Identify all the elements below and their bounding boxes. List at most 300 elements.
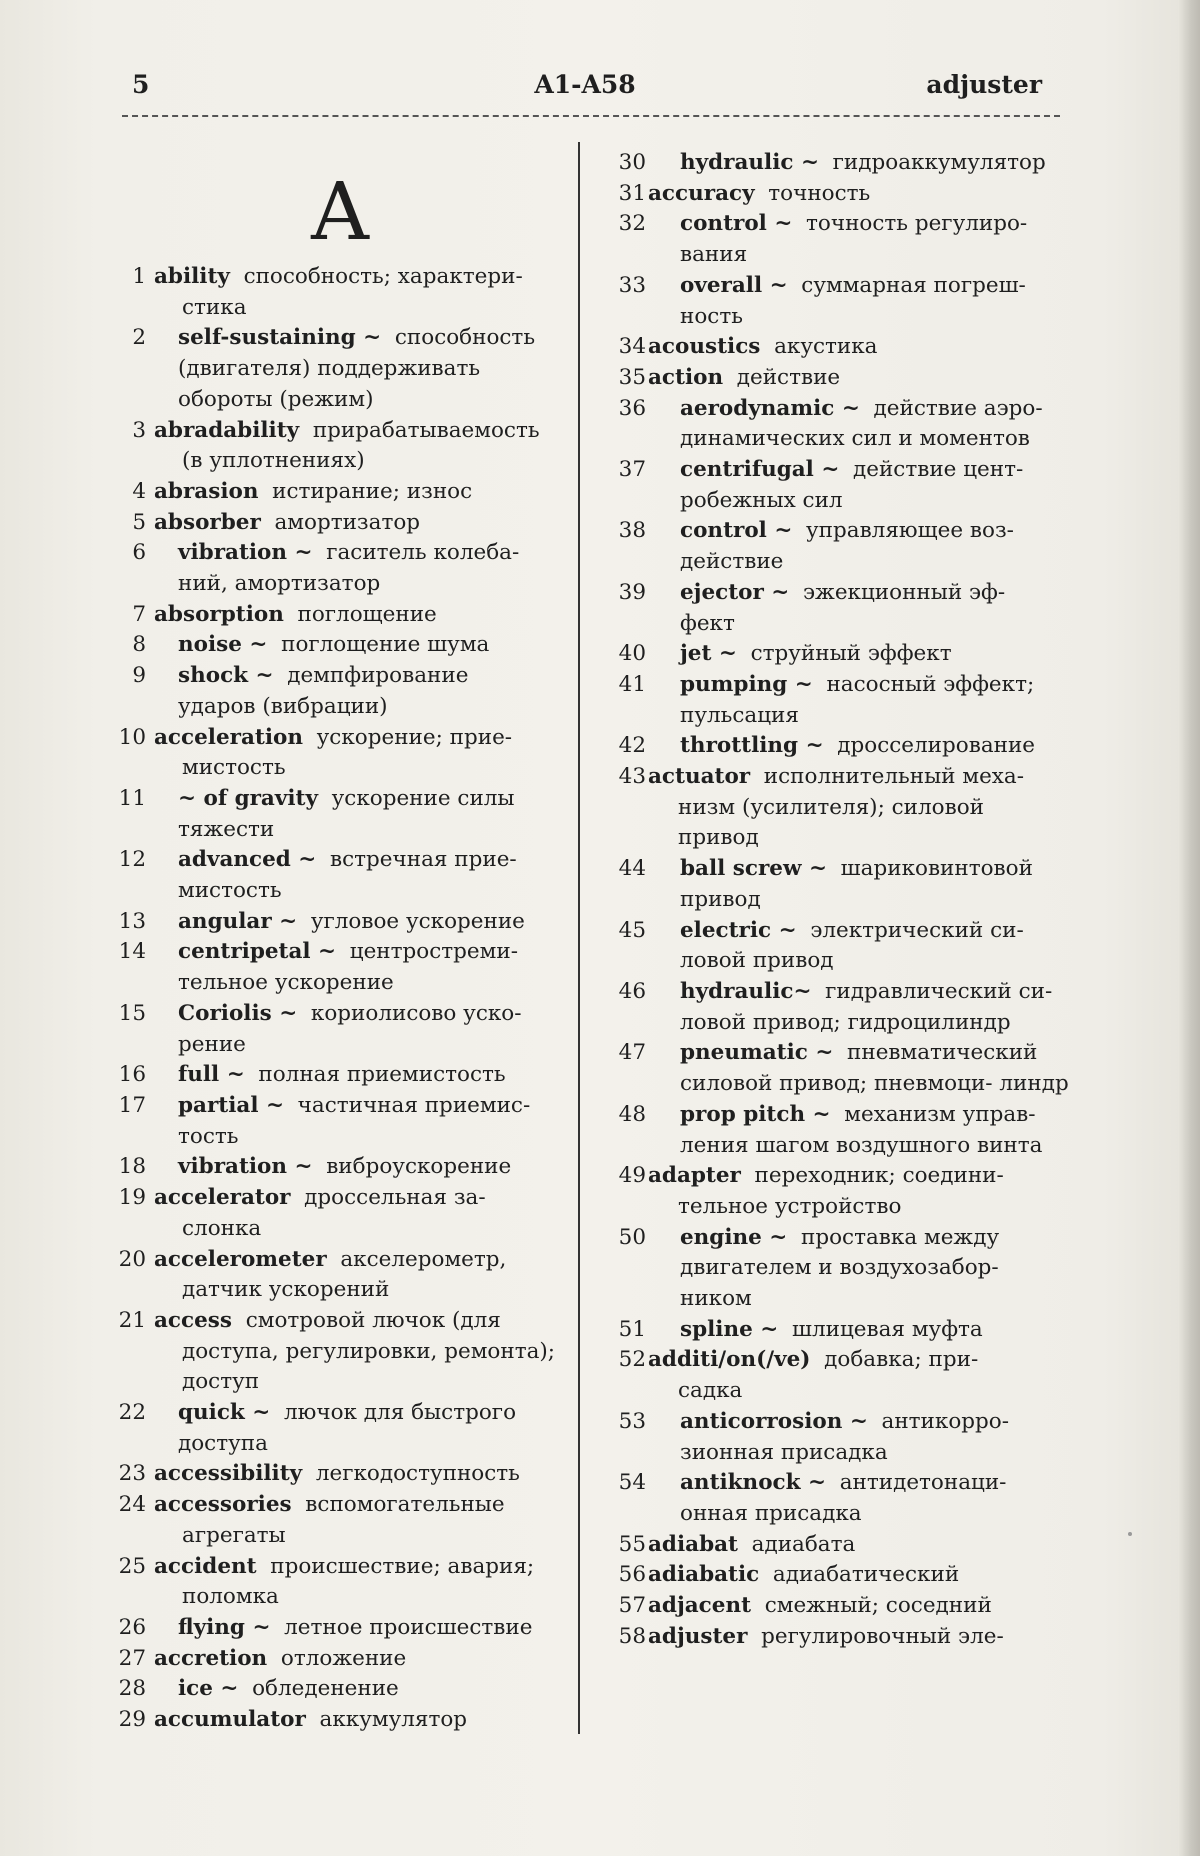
dictionary-entry bbox=[118, 1398, 562, 1459]
definition: способность; характери- bbox=[244, 264, 523, 289]
definition: электрический си- bbox=[810, 918, 1023, 943]
dictionary-entry bbox=[610, 916, 1070, 977]
definition: смотровой лючок (для bbox=[246, 1308, 501, 1333]
headword: accident bbox=[154, 1554, 257, 1579]
headword: spline ~ bbox=[680, 1317, 778, 1342]
entry-number: 44 bbox=[610, 854, 646, 885]
headword: engine ~ bbox=[680, 1225, 787, 1250]
definition-continuation: ления шагом воздушного винта bbox=[680, 1131, 1070, 1162]
entry-number: 30 bbox=[610, 148, 646, 179]
definition-continuation: тость bbox=[178, 1122, 562, 1153]
dictionary-entry bbox=[610, 1315, 1070, 1346]
entry-text bbox=[178, 1398, 562, 1459]
definition: дросселирование bbox=[837, 733, 1035, 758]
headword: ~ of gravity bbox=[178, 786, 318, 811]
dictionary-entry bbox=[118, 784, 562, 845]
headword: electric ~ bbox=[680, 918, 797, 943]
dictionary-entry bbox=[610, 1223, 1070, 1315]
definition: способность bbox=[395, 325, 535, 350]
entry-number: 41 bbox=[610, 670, 646, 701]
headword: flying ~ bbox=[178, 1615, 270, 1640]
entry-number: 39 bbox=[610, 578, 646, 609]
entry-number: 28 bbox=[118, 1674, 146, 1705]
definition-continuation: стика bbox=[154, 293, 562, 324]
dictionary-entry bbox=[118, 508, 562, 539]
scan-speck bbox=[1128, 1532, 1132, 1536]
definition: механизм управ- bbox=[844, 1102, 1035, 1127]
definition-continuation: поломка bbox=[154, 1582, 562, 1613]
dictionary-entry bbox=[610, 670, 1070, 731]
entry-text bbox=[680, 1315, 1070, 1346]
definition-continuation: датчик ускорений bbox=[154, 1275, 562, 1306]
headword: absorption bbox=[154, 602, 284, 627]
dictionary-entry bbox=[118, 1644, 562, 1675]
definition-continuation: мистость bbox=[154, 753, 562, 784]
definition: пневматический bbox=[847, 1040, 1037, 1065]
definition-continuation: привод bbox=[680, 885, 1070, 916]
headword: aerodynamic ~ bbox=[680, 396, 860, 421]
definition-continuation: садка bbox=[648, 1376, 1070, 1407]
headword: centripetal ~ bbox=[178, 939, 336, 964]
right-entries bbox=[610, 148, 1070, 1652]
definition: лючок для быстрого bbox=[284, 1400, 516, 1425]
definition: отложение bbox=[281, 1646, 406, 1671]
entry-text bbox=[178, 845, 562, 906]
headword: noise ~ bbox=[178, 632, 267, 657]
entry-text bbox=[680, 209, 1070, 270]
entry-text bbox=[648, 1560, 1070, 1591]
definition-continuation: мистость bbox=[178, 876, 562, 907]
definition: легкодоступность bbox=[316, 1461, 520, 1486]
entry-text bbox=[680, 1468, 1070, 1529]
entry-number: 31 bbox=[610, 179, 646, 210]
headword: hydraulic~ bbox=[680, 979, 812, 1004]
definition-continuation: ний, амортизатор bbox=[178, 569, 562, 600]
headword: quick ~ bbox=[178, 1400, 270, 1425]
definition: адиабата bbox=[752, 1532, 856, 1557]
definition: смежный; соседний bbox=[765, 1593, 992, 1618]
headword: accelerator bbox=[154, 1185, 291, 1210]
definition: шариковинтовой bbox=[841, 856, 1033, 881]
definition-continuation: тельное ускорение bbox=[178, 968, 562, 999]
entry-number: 56 bbox=[610, 1560, 646, 1591]
definition: летное происшествие bbox=[284, 1615, 532, 1640]
headword: acceleration bbox=[154, 725, 303, 750]
definition: эжекционный эф- bbox=[803, 580, 1005, 605]
definition-continuation: онная присадка bbox=[680, 1499, 1070, 1530]
dictionary-entry bbox=[118, 416, 562, 477]
entry-number: 7 bbox=[118, 600, 146, 631]
entry-number: 24 bbox=[118, 1490, 146, 1521]
entry-text bbox=[154, 1552, 562, 1613]
headword: pumping ~ bbox=[680, 672, 813, 697]
definition: поглощение шума bbox=[281, 632, 489, 657]
entry-text bbox=[680, 455, 1070, 516]
definition-continuation: фект bbox=[680, 609, 1070, 640]
definition-continuation: доступа bbox=[178, 1429, 562, 1460]
entry-text bbox=[178, 1613, 562, 1644]
dictionary-entry bbox=[610, 731, 1070, 762]
definition: ускорение силы bbox=[332, 786, 515, 811]
headword: adiabatic bbox=[648, 1562, 759, 1587]
dictionary-entry bbox=[610, 271, 1070, 332]
entry-text bbox=[154, 1183, 562, 1244]
entry-text bbox=[178, 661, 562, 722]
definition-continuation: ность bbox=[680, 302, 1070, 333]
headword: advanced ~ bbox=[178, 847, 316, 872]
definition: вспомогательные bbox=[305, 1492, 504, 1517]
entry-text bbox=[178, 784, 562, 845]
headword: self-sustaining ~ bbox=[178, 325, 381, 350]
definition-continuation: (в уплотнениях) bbox=[154, 446, 562, 477]
entry-text bbox=[680, 639, 1070, 670]
dictionary-entry bbox=[118, 845, 562, 906]
definition: действие аэро- bbox=[874, 396, 1043, 421]
definition: амортизатор bbox=[274, 510, 420, 535]
definition: адиабатический bbox=[773, 1562, 959, 1587]
dictionary-entry bbox=[118, 723, 562, 784]
dictionary-entry bbox=[610, 1530, 1070, 1561]
dictionary-entry bbox=[118, 1306, 562, 1398]
entry-number: 58 bbox=[610, 1622, 646, 1653]
entry-text bbox=[680, 148, 1070, 179]
definition: точность регулиро- bbox=[806, 211, 1027, 236]
entry-text bbox=[154, 1459, 562, 1490]
dictionary-entry bbox=[610, 1161, 1070, 1222]
definition-continuation: ударов (вибрации) bbox=[178, 692, 562, 723]
entry-number: 13 bbox=[118, 907, 146, 938]
entry-text bbox=[680, 516, 1070, 577]
entry-number: 49 bbox=[610, 1161, 646, 1192]
headword: ice ~ bbox=[178, 1676, 238, 1701]
entry-text bbox=[178, 999, 562, 1060]
dictionary-entry bbox=[118, 1152, 562, 1183]
definition: демпфирование bbox=[287, 663, 468, 688]
definition-continuation: тяжести bbox=[178, 815, 562, 846]
entry-text bbox=[178, 937, 562, 998]
definition: добавка; при- bbox=[824, 1347, 978, 1372]
left-entries bbox=[118, 262, 562, 1736]
entry-text bbox=[680, 854, 1070, 915]
dictionary-entry bbox=[118, 262, 562, 323]
headword: antiknock ~ bbox=[680, 1470, 826, 1495]
headword: additi/on(/ve) bbox=[648, 1347, 810, 1372]
headword: adapter bbox=[648, 1163, 741, 1188]
definition: поглощение bbox=[298, 602, 437, 627]
definition: проставка между bbox=[801, 1225, 999, 1250]
headword: accumulator bbox=[154, 1707, 306, 1732]
definition-continuation: зионная присадка bbox=[680, 1438, 1070, 1469]
page-edge-shadow bbox=[1178, 0, 1200, 1856]
entry-number: 40 bbox=[610, 639, 646, 670]
definition: угловое ускорение bbox=[311, 909, 525, 934]
headword: angular ~ bbox=[178, 909, 297, 934]
headword: action bbox=[648, 365, 723, 390]
headword: partial ~ bbox=[178, 1093, 284, 1118]
headword: overall ~ bbox=[680, 273, 788, 298]
dictionary-entry bbox=[610, 854, 1070, 915]
definition: переходник; соедини- bbox=[755, 1163, 1004, 1188]
entry-number: 8 bbox=[118, 630, 146, 661]
entry-number: 42 bbox=[610, 731, 646, 762]
entry-number: 34 bbox=[610, 332, 646, 363]
entry-text bbox=[154, 477, 562, 508]
entry-text bbox=[154, 1705, 562, 1736]
definition-continuation: вания bbox=[680, 240, 1070, 271]
entry-number: 10 bbox=[118, 723, 146, 754]
definition: частичная приемис- bbox=[298, 1093, 531, 1118]
entry-number: 37 bbox=[610, 455, 646, 486]
entry-number: 1 bbox=[118, 262, 146, 293]
entry-text bbox=[648, 762, 1070, 854]
headword: shock ~ bbox=[178, 663, 274, 688]
entry-number: 5 bbox=[118, 508, 146, 539]
dictionary-entry bbox=[610, 639, 1070, 670]
headword: absorber bbox=[154, 510, 261, 535]
headword: anticorrosion ~ bbox=[680, 1409, 868, 1434]
entry-number: 19 bbox=[118, 1183, 146, 1214]
headword: vibration ~ bbox=[178, 1154, 313, 1179]
definition-continuation: силовой привод; пневмоци- линдр bbox=[680, 1069, 1070, 1100]
headword: vibration ~ bbox=[178, 540, 313, 565]
entry-text bbox=[648, 1622, 1070, 1653]
page-number: 5 bbox=[132, 70, 149, 99]
entry-number: 47 bbox=[610, 1038, 646, 1069]
headword: access bbox=[154, 1308, 232, 1333]
definition: антикорро- bbox=[882, 1409, 1010, 1434]
headword: abradability bbox=[154, 418, 299, 443]
entry-text bbox=[680, 1223, 1070, 1315]
entry-text bbox=[680, 670, 1070, 731]
entry-text bbox=[178, 1152, 562, 1183]
entry-number: 4 bbox=[118, 477, 146, 508]
entry-text bbox=[648, 1530, 1070, 1561]
definition: встречная прие- bbox=[330, 847, 517, 872]
definition-continuation: ловой привод bbox=[680, 946, 1070, 977]
right-column bbox=[610, 148, 1070, 1652]
dictionary-entry bbox=[610, 455, 1070, 516]
dictionary-entry bbox=[118, 1552, 562, 1613]
entry-text bbox=[648, 363, 1070, 394]
definition-continuation: низм (усилителя); силовой привод bbox=[648, 793, 1070, 854]
definition-continuation: слонка bbox=[154, 1214, 562, 1245]
entry-number: 45 bbox=[610, 916, 646, 947]
headword: accessibility bbox=[154, 1461, 302, 1486]
entry-text bbox=[154, 508, 562, 539]
entry-number: 11 bbox=[118, 784, 146, 815]
entry-number: 35 bbox=[610, 363, 646, 394]
definition: прирабатываемость bbox=[313, 418, 540, 443]
dictionary-entry bbox=[118, 323, 562, 415]
entry-text bbox=[680, 1038, 1070, 1099]
dictionary-entry bbox=[118, 1674, 562, 1705]
headword: pneumatic ~ bbox=[680, 1040, 833, 1065]
entry-number: 57 bbox=[610, 1591, 646, 1622]
dictionary-entry bbox=[610, 1591, 1070, 1622]
entry-text bbox=[680, 271, 1070, 332]
dictionary-entry bbox=[118, 538, 562, 599]
entry-text bbox=[178, 1674, 562, 1705]
entry-number: 54 bbox=[610, 1468, 646, 1499]
headword: hydraulic ~ bbox=[680, 150, 819, 175]
dictionary-entry bbox=[118, 999, 562, 1060]
entry-text bbox=[680, 1407, 1070, 1468]
headword: jet ~ bbox=[680, 641, 737, 666]
section-letter: A bbox=[118, 162, 562, 262]
entry-number: 15 bbox=[118, 999, 146, 1030]
definition-continuation: пульсация bbox=[680, 701, 1070, 732]
entry-text bbox=[648, 1345, 1070, 1406]
entry-number: 32 bbox=[610, 209, 646, 240]
entry-text bbox=[154, 1490, 562, 1551]
definition: исполнительный меха- bbox=[764, 764, 1024, 789]
entry-number: 48 bbox=[610, 1100, 646, 1131]
definition: гаситель колеба- bbox=[326, 540, 519, 565]
guide-word: adjuster bbox=[926, 70, 1042, 99]
scanned-page bbox=[0, 0, 1200, 1856]
definition: полная приемистость bbox=[258, 1062, 505, 1087]
entry-text bbox=[178, 630, 562, 661]
dictionary-entry bbox=[610, 1468, 1070, 1529]
definition: ускорение; прие- bbox=[317, 725, 512, 750]
entry-number: 18 bbox=[118, 1152, 146, 1183]
definition: действие цент- bbox=[853, 457, 1023, 482]
entry-text bbox=[154, 1306, 562, 1398]
entry-text bbox=[178, 323, 562, 415]
definition-continuation: динамических сил и моментов bbox=[680, 424, 1070, 455]
entry-text bbox=[154, 262, 562, 323]
entry-number: 22 bbox=[118, 1398, 146, 1429]
definition-continuation: действие bbox=[680, 547, 1070, 578]
definition: гидравлический си- bbox=[825, 979, 1052, 1004]
definition: насосный эффект; bbox=[826, 672, 1034, 697]
entry-number: 14 bbox=[118, 937, 146, 968]
definition: дроссельная за- bbox=[304, 1185, 485, 1210]
dictionary-entry bbox=[610, 1100, 1070, 1161]
headword: Coriolis ~ bbox=[178, 1001, 297, 1026]
definition-continuation: двигателем и воздухозабор- ником bbox=[680, 1253, 1070, 1314]
left-column bbox=[118, 150, 562, 1736]
entry-number: 2 bbox=[118, 323, 146, 354]
dictionary-entry bbox=[610, 516, 1070, 577]
dictionary-entry bbox=[118, 1613, 562, 1644]
entry-number: 12 bbox=[118, 845, 146, 876]
headword: abrasion bbox=[154, 479, 258, 504]
headword: control ~ bbox=[680, 211, 792, 236]
entry-number: 50 bbox=[610, 1223, 646, 1254]
definition: акселерометр, bbox=[340, 1247, 506, 1272]
definition: гидроаккумулятор bbox=[833, 150, 1046, 175]
dictionary-entry bbox=[118, 1183, 562, 1244]
headword: control ~ bbox=[680, 518, 792, 543]
headword: adjacent bbox=[648, 1593, 751, 1618]
headword: centrifugal ~ bbox=[680, 457, 839, 482]
entry-text bbox=[680, 1100, 1070, 1161]
definition-continuation: ловой привод; гидроцилиндр bbox=[680, 1008, 1070, 1039]
entry-text bbox=[178, 1060, 562, 1091]
dictionary-entry bbox=[610, 1560, 1070, 1591]
dictionary-entry bbox=[118, 661, 562, 722]
headword: accessories bbox=[154, 1492, 292, 1517]
dictionary-entry bbox=[118, 937, 562, 998]
definition: акустика bbox=[774, 334, 877, 359]
entry-number: 21 bbox=[118, 1306, 146, 1337]
entry-number: 6 bbox=[118, 538, 146, 569]
definition: точность bbox=[768, 181, 870, 206]
dictionary-entry bbox=[610, 148, 1070, 179]
headword: accuracy bbox=[648, 181, 755, 206]
entry-number: 23 bbox=[118, 1459, 146, 1490]
column-divider bbox=[578, 142, 580, 1734]
dictionary-entry bbox=[610, 578, 1070, 639]
entry-text bbox=[154, 416, 562, 477]
entry-number: 46 bbox=[610, 977, 646, 1008]
entry-number: 36 bbox=[610, 394, 646, 425]
dictionary-entry bbox=[118, 1091, 562, 1152]
definition: аккумулятор bbox=[320, 1707, 468, 1732]
entry-text bbox=[154, 723, 562, 784]
entry-number: 3 bbox=[118, 416, 146, 447]
headword: acoustics bbox=[648, 334, 760, 359]
dictionary-entry bbox=[118, 1459, 562, 1490]
entry-number: 20 bbox=[118, 1245, 146, 1276]
entry-number: 16 bbox=[118, 1060, 146, 1091]
dictionary-entry bbox=[118, 477, 562, 508]
dictionary-entry bbox=[610, 332, 1070, 363]
entry-number: 53 bbox=[610, 1407, 646, 1438]
entry-number: 17 bbox=[118, 1091, 146, 1122]
entry-number: 29 bbox=[118, 1705, 146, 1736]
entry-number: 27 bbox=[118, 1644, 146, 1675]
entry-text bbox=[648, 179, 1070, 210]
definition-continuation: рение bbox=[178, 1030, 562, 1061]
definition: кориолисово уско- bbox=[311, 1001, 522, 1026]
entry-number: 55 bbox=[610, 1530, 646, 1561]
definition: антидетонаци- bbox=[840, 1470, 1007, 1495]
dictionary-entry bbox=[118, 1490, 562, 1551]
headword: prop pitch ~ bbox=[680, 1102, 831, 1127]
definition: происшествие; авария; bbox=[270, 1554, 534, 1579]
dictionary-entry bbox=[610, 1407, 1070, 1468]
dictionary-entry bbox=[610, 977, 1070, 1038]
entry-number: 9 bbox=[118, 661, 146, 692]
dictionary-entry bbox=[610, 179, 1070, 210]
definition-continuation: (двигателя) поддерживать обороты (режим) bbox=[178, 354, 562, 415]
entry-text bbox=[648, 1591, 1070, 1622]
running-header bbox=[128, 70, 1042, 110]
entry-number: 52 bbox=[610, 1345, 646, 1376]
headword: accretion bbox=[154, 1646, 267, 1671]
header-rule bbox=[122, 115, 1060, 117]
entry-text bbox=[154, 600, 562, 631]
dictionary-entry bbox=[610, 394, 1070, 455]
dictionary-entry bbox=[610, 762, 1070, 854]
dictionary-entry bbox=[118, 907, 562, 938]
definition: шлицевая муфта bbox=[792, 1317, 983, 1342]
dictionary-entry bbox=[610, 1345, 1070, 1406]
dictionary-entry bbox=[118, 1060, 562, 1091]
dictionary-entry bbox=[610, 1038, 1070, 1099]
entry-text bbox=[178, 538, 562, 599]
dictionary-entry bbox=[118, 630, 562, 661]
definition-continuation: доступа, регулировки, ремонта); доступ bbox=[154, 1337, 562, 1398]
entry-text bbox=[680, 977, 1070, 1038]
entry-number: 26 bbox=[118, 1613, 146, 1644]
dictionary-entry bbox=[610, 209, 1070, 270]
definition: струйный эффект bbox=[751, 641, 952, 666]
definition: центростреми- bbox=[350, 939, 518, 964]
definition: управляющее воз- bbox=[806, 518, 1014, 543]
